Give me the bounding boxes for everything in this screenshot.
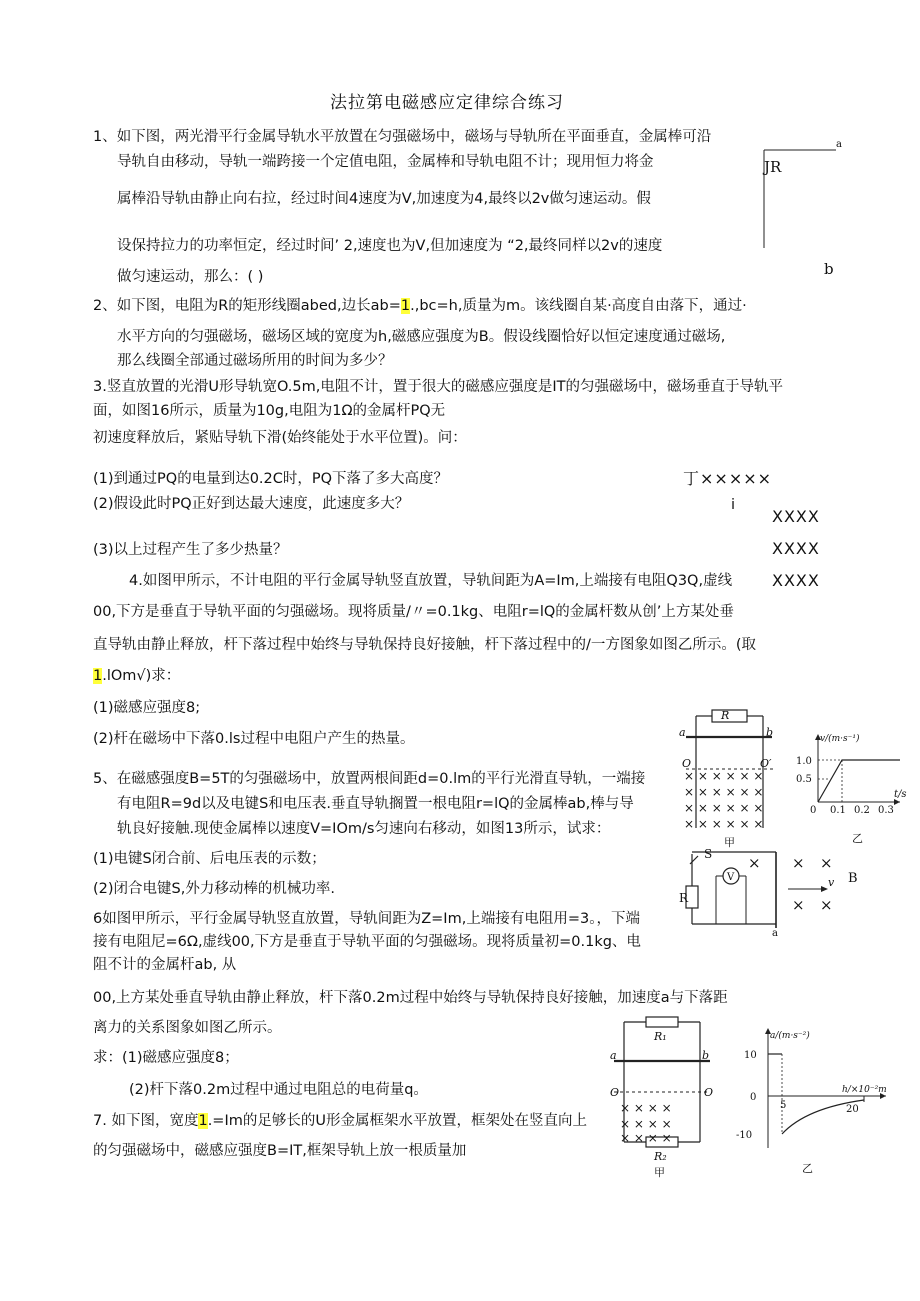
p4-graph-x2: 0.2 <box>854 805 870 816</box>
p6-graph-y0: 0 <box>750 1092 757 1103</box>
svg-text:×: × <box>792 896 805 914</box>
p4-line-3: 直导轨由静止释放，杆下落过程中始终与导轨保持良好接触，杆下落过程中的/一方图象如图乙所示。(取 <box>93 637 757 653</box>
p4-fig-label-b: b <box>766 726 774 739</box>
p6-figure-yi-graph <box>736 1028 912 1178</box>
p4-fig-label-o: O <box>682 757 692 770</box>
svg-text:× × × × × ×: × × × × × × <box>684 817 764 831</box>
p6-fig-label-o: O <box>610 1086 620 1099</box>
svg-text:×: × <box>792 854 805 872</box>
p6-question-2: (2)杆下落0.2m过程中通过电阻总的电荷量q。 <box>129 1082 428 1098</box>
p6-fig-label-r2: R₂ <box>654 1150 667 1163</box>
svg-text:× × × ×: × × × × <box>620 1101 672 1115</box>
p6-line-5: 离力的关系图象如图乙所示。 <box>93 1020 282 1036</box>
p5-line-2: 有电阻R=9d以及电键S和电压表.垂直导轨搁置一根电阻r=lQ的金属棒ab,棒与导 <box>117 796 634 812</box>
svg-text:× × × × × ×: × × × × × × <box>684 769 764 783</box>
p6-line-2: 接有电阻尼=6Ω,虚线00,下方是垂直于导轨平面的匀强磁场。现将质量初=0.1kg、电 <box>93 934 641 950</box>
p6-fig-label-o-prime: O <box>704 1086 714 1099</box>
p6-graph-x1: 5 <box>780 1100 787 1111</box>
p1-fig-label-a: a <box>836 139 842 150</box>
p1-fig-label-jr: JR <box>764 158 782 176</box>
p6-graph-x2: 20 <box>846 1104 859 1115</box>
p5-fig-label-v-meter: V <box>727 872 735 883</box>
p6-line-1: 6如图甲所示，平行金属导轨竖直放置，导轨间距为Z=Im,上端接有电阻用=3。，下端 <box>93 911 640 927</box>
p2-highlight: 1 <box>400 298 411 314</box>
svg-text:×: × <box>820 854 833 872</box>
p6-resistor-r1 <box>646 1017 678 1027</box>
p4-fig-label-a: a <box>679 726 686 739</box>
p3-field-row-4: XXXX <box>772 571 820 590</box>
p4-graph-y2: 0.5 <box>796 774 812 785</box>
p3-field-row-3: XXXX <box>772 539 820 558</box>
p5-fig-label-r: R <box>679 891 689 905</box>
p1-line-1: 1、如下图，两光滑平行金属导轨水平放置在匀强磁场中，磁场与导轨所在平面垂直，金属棒可沿 <box>93 129 712 145</box>
p5-line-3: 轨良好接触.现使金属棒以速度V=IOm/s匀速向右移动，如图13所示，试求： <box>117 821 611 837</box>
svg-text:× × × ×: × × × × <box>620 1117 672 1131</box>
p6-graph-ylabel: a/(m·s⁻²) <box>770 1031 810 1041</box>
page-title: 法拉第电磁感应定律综合练习 <box>330 93 564 113</box>
p6-fig-label-a: a <box>610 1049 617 1062</box>
p4-fig-label-o-prime: O′ <box>760 757 772 770</box>
p4-graph-ylabel: v/(m·s⁻¹) <box>820 734 860 744</box>
p5-fig-label-s: S <box>704 847 713 861</box>
svg-text:×: × <box>820 896 833 914</box>
p4-highlight: 1 <box>93 668 103 684</box>
p7-line-1: 7. 如下图，宽度1.=Im的足够长的U形金属框架水平放置，框架处在竖直向上 <box>93 1113 587 1129</box>
p6-line-4: 00,上方某处垂直导轨由静止释放，杆下落0.2m过程中始终与导轨保持良好接触，加速度a与下落距 <box>93 990 728 1006</box>
p3-field-row-2: XXXX <box>772 507 820 526</box>
p4-resistor <box>712 710 747 722</box>
p3-line-2: 面，如图16所示，质量为10g,电阻为1Ω的金属杆PQ无 <box>93 403 446 419</box>
p4-fig-label-r: R <box>721 709 730 722</box>
p6-fig-caption-yi: 乙 <box>802 1162 813 1175</box>
p3-question-3: (3)以上过程产生了多少热量？ <box>93 542 288 558</box>
p4-line-4: 1.lOm√)求： <box>93 668 181 684</box>
p4-line-1: 4.如图甲所示，不计电阻的平行金属导轨竖直放置，导轨间距为A=Im,上端接有电阻Q3Q,虚线 <box>129 573 733 589</box>
p5-circuit-figure <box>676 846 876 939</box>
p5-fig-label-a: a <box>772 928 778 939</box>
p3-line-1: 3.竖直放置的光滑U形导轨宽O.5m,电阻不计，置于很大的磁感应强度是IT的匀强磁场中，磁场垂直于导轨平 <box>93 379 783 395</box>
p4-graph-marks <box>818 760 900 802</box>
p4-figure-jia <box>672 704 792 854</box>
p4-question-2: (2)杆在磁场中下落0.ls过程中电阻户产生的热量。 <box>93 731 415 747</box>
p5-switch <box>690 856 698 864</box>
p6-field-crosses <box>620 1101 672 1145</box>
p6-line-3: 阻不计的金属杆ab, 从 <box>93 957 237 973</box>
p3-field-mark-i: i <box>731 497 736 513</box>
svg-text:× × × ×: × × × × <box>620 1131 672 1145</box>
p6-graph-y2: -10 <box>736 1130 753 1141</box>
svg-text:× × × × × ×: × × × × × × <box>684 785 764 799</box>
p6-fig-label-r1: R₁ <box>654 1030 667 1043</box>
p5-fig-label-velocity: v <box>828 876 835 889</box>
svg-text:×: × <box>748 854 761 872</box>
p4-graph-x3: 0.3 <box>878 805 894 816</box>
p5-fig-label-b: B <box>848 871 858 886</box>
p5-field-crosses <box>748 854 833 914</box>
p1-line-2: 导轨自由移动，导轨一端跨接一个定值电阻，金属棒和导轨电阻不计；现用恒力将金 <box>117 154 654 170</box>
p7-highlight: 1 <box>198 1113 208 1129</box>
p6-graph-xlabel: h/×10⁻²m <box>842 1085 887 1095</box>
p4-question-1: (1)磁感应强度8; <box>93 700 201 716</box>
p4-figure-yi-graph <box>796 730 920 850</box>
p5-line-1: 5、在磁感强度B=5T的匀强磁场中，放置两根间距d=0.lm的平行光滑直导轨，一端接 <box>93 771 646 787</box>
p7-line-2: 的匀强磁场中，磁感应强度B=IT,框架导轨上放一根质量加 <box>93 1143 467 1159</box>
p2-line-3: 那么线圈全部通过磁场所用的时间为多少？ <box>117 353 393 369</box>
p4-graph-origin: 0 <box>810 805 817 816</box>
p6-figure-jia <box>610 1014 722 1180</box>
p3-field-row-1: 丁××××× <box>683 469 773 488</box>
p1-line-5: 做匀速运动，那么：( ) <box>117 269 264 285</box>
p3-question-2: (2)假设此时PQ正好到达最大速度，此速度多大？ <box>93 496 410 512</box>
p5-question-2: (2)闭合电键S,外力移动棒的机械功率. <box>93 881 335 897</box>
p4-graph-curve <box>818 760 900 802</box>
p4-fig-caption-jia: 甲 <box>724 836 735 849</box>
p3-question-1: (1)到通过PQ的电量到达0.2C时，PQ下落了多大高度？ <box>93 471 449 487</box>
p3-line-3: 初速度释放后，紧贴导轨下滑(始终能处于水平位置)。问： <box>93 430 467 446</box>
p6-fig-label-b: b <box>702 1049 710 1062</box>
p1-fig-label-b: b <box>824 260 834 278</box>
p1-line-4: 设保持拉力的功率恒定，经过时间’ 2,速度也为V,但加速度为 “2,最终同样以2v的速度 <box>117 238 663 254</box>
p5-question-1: (1)电键S闭合前、后电压表的示数； <box>93 851 326 867</box>
p1-line-3: 属棒沿导轨由静止向右拉，经过时间4速度为V,加速度为4,最终以2v做匀速运动。假 <box>117 191 651 207</box>
p4-line-2: 00,下方是垂直于导轨平面的匀强磁场。现将质量/〃=0.1kg、电阻r=lQ的金属杆数从创’上方某处垂 <box>93 604 734 620</box>
p4-graph-xlabel: t/s <box>894 789 907 800</box>
p6-question-1: 求：(1)磁感应强度8； <box>93 1050 239 1066</box>
p6-graph-y1: 10 <box>744 1050 757 1061</box>
p2-line-1: 2、如下图，电阻为R的矩形线圈abed,边长ab=1.,bc=h,质量为m。该线圈自某·高度自由落下，通过· <box>93 298 747 314</box>
p4-fig-caption-yi: 乙 <box>852 832 863 845</box>
p4-graph-x1: 0.1 <box>830 805 846 816</box>
p6-fig-caption-jia: 甲 <box>654 1166 665 1179</box>
svg-text:× × × × × ×: × × × × × × <box>684 801 764 815</box>
p4-graph-y1: 1.0 <box>796 756 812 767</box>
p2-line-2: 水平方向的匀强磁场，磁场区域的宽度为h,磁感应强度为B。假设线圈恰好以恒定速度通过磁场, <box>117 329 726 345</box>
